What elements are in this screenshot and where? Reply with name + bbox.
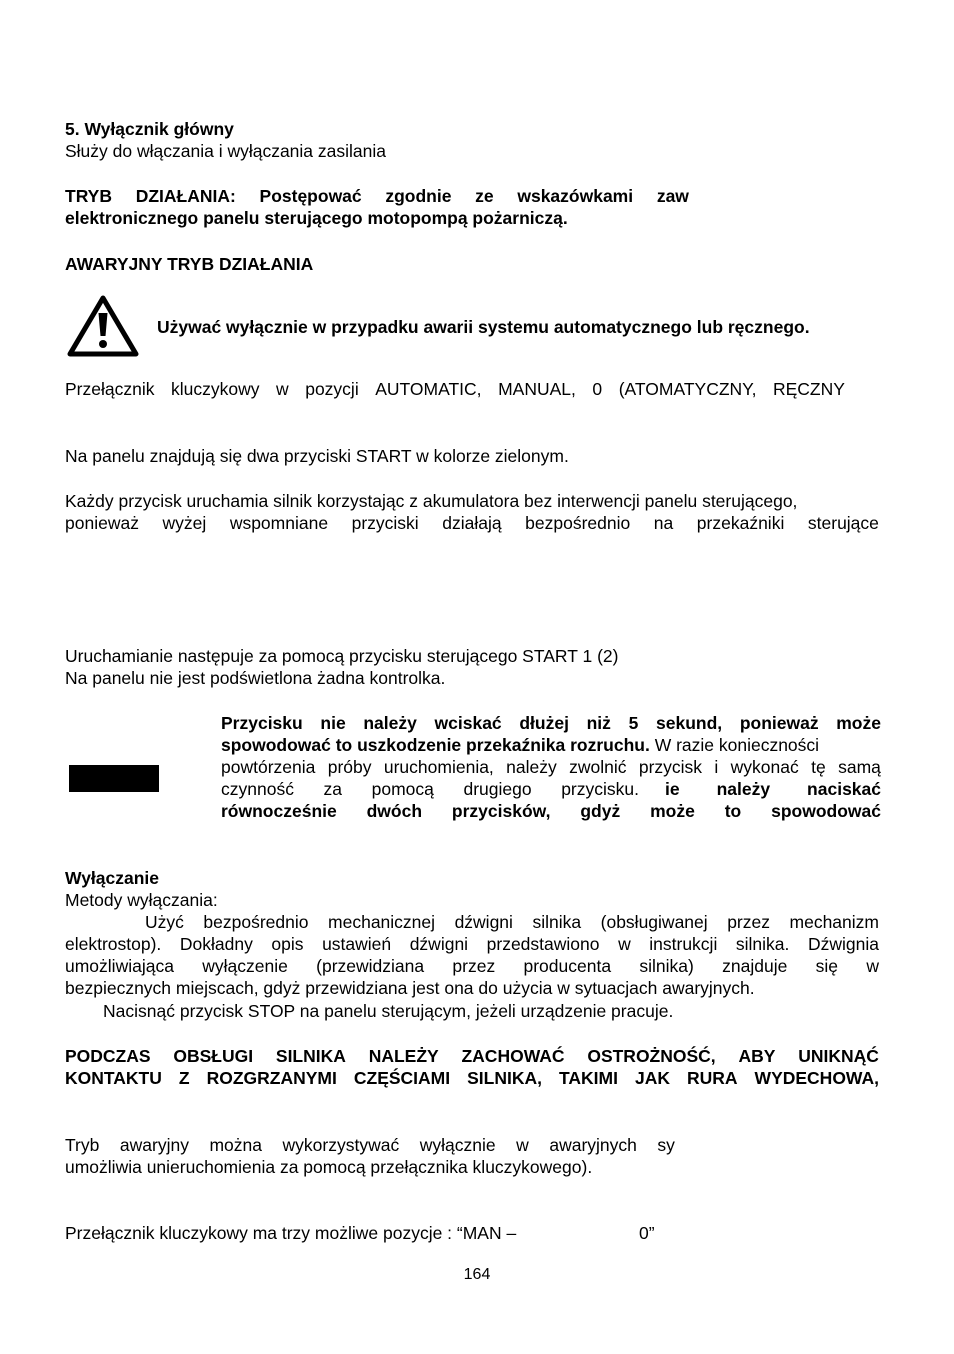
word: 5 (628, 713, 639, 733)
word: nie (320, 713, 346, 733)
word: silnika) (639, 956, 694, 976)
shutdown-heading: Wyłączanie (65, 868, 160, 888)
word: wyżej (162, 513, 207, 533)
word: Z (178, 1068, 190, 1088)
word: przycisku. (561, 779, 639, 799)
word: spowodować (771, 801, 881, 821)
word: Tryb (65, 1135, 100, 1155)
word: dwóch (366, 801, 423, 821)
word: wspomniane (229, 513, 329, 533)
word: należy (363, 713, 417, 733)
awaryjny-heading: AWARYJNY TRYB DZIAŁANIA (65, 254, 314, 274)
method1-line4: bezpiecznych miejscach, gdyż przewidziana jest ona do użycia w sytuacjach awaryjnych. (65, 978, 755, 998)
word: mechanicznej (328, 912, 436, 932)
caution-line4-bold (665, 778, 881, 800)
word: DZIAŁANIA: (135, 186, 236, 206)
caution-line5 (221, 800, 881, 822)
word: ie (665, 779, 680, 799)
word: OBSŁUGI (173, 1046, 254, 1066)
word: przedstawiono (486, 934, 600, 954)
each-button-line2 (65, 512, 879, 534)
word: na (653, 513, 674, 533)
word: sy (657, 1135, 675, 1155)
word: instrukcji (649, 934, 718, 954)
word: pomocą (371, 779, 434, 799)
word: czynność (221, 779, 294, 799)
word: przycisk (638, 757, 703, 777)
word: niż (586, 713, 611, 733)
word: kluczykowy (171, 379, 260, 399)
word: (przewidziana (316, 956, 425, 976)
word: PODCZAS (65, 1046, 151, 1066)
caution-line1 (221, 712, 881, 734)
word: Postępować (259, 186, 362, 206)
word: Dźwignia (807, 934, 879, 954)
word: pozycji (305, 379, 359, 399)
word: działają (442, 513, 502, 533)
caution-line2-normal: W razie konieczności (649, 735, 820, 755)
page-number: 164 (463, 1266, 491, 1283)
word: bezpośrednio (203, 912, 309, 932)
caution-line2 (221, 734, 881, 756)
key-switch-line (65, 378, 845, 400)
black-box-image (69, 765, 159, 792)
word: i (714, 757, 719, 777)
caution-line3 (221, 756, 881, 778)
word: (obsługiwanej (600, 912, 708, 932)
section5-heading: 5. Wyłącznik główny (65, 119, 234, 139)
word: należy (506, 757, 557, 777)
word: OSTROŻNOŚĆ, (587, 1046, 716, 1066)
word: TAKIMI (559, 1068, 618, 1088)
word: silnika (532, 912, 582, 932)
word: w (276, 379, 289, 399)
word: ponieważ (65, 513, 139, 533)
word: wyłącznie (419, 1135, 496, 1155)
word: może (836, 713, 881, 733)
word: NALEŻY (368, 1046, 439, 1066)
word: silnika. (735, 934, 790, 954)
warning-triangle-icon (67, 294, 139, 358)
key-positions-line: Przełącznik kluczykowy ma trzy możliwe pozycje : “MAN – (65, 1223, 517, 1243)
word: awaryjnych (549, 1135, 637, 1155)
word: dłużej (519, 713, 569, 733)
word: RĘCZNY (772, 379, 845, 399)
word: zaw (656, 186, 689, 206)
word: ABY (738, 1046, 776, 1066)
word: się (815, 956, 839, 976)
word: wyłączenie (202, 956, 288, 976)
word: przez (452, 956, 496, 976)
caps-warning-line2 (65, 1067, 879, 1089)
word: uruchomienia, (383, 757, 494, 777)
word: zgodnie (385, 186, 452, 206)
section5-desc: Służy do włączania i wyłączania zasilania (65, 141, 386, 161)
start-buttons-line: Na panelu znajdują się dwa przyciski START w kolorze zielonym. (65, 446, 569, 466)
word: wciskać (434, 713, 502, 733)
caution-line4-normal (221, 778, 639, 800)
word: ROZGRZANYMI (206, 1068, 337, 1088)
word: sekund, (656, 713, 723, 733)
word: AUTOMATIC, (375, 379, 482, 399)
word: to (724, 801, 742, 821)
word: przycisków, (451, 801, 551, 821)
word: SILNIKA, (467, 1068, 542, 1088)
caution-line2-bold: spowodować to uszkodzenie przekaźnika rozruchu. (221, 735, 650, 755)
word: sterujące (807, 513, 879, 533)
startup-line2: Na panelu nie jest podświetlona żadna kontrolka. (65, 668, 446, 688)
word: MANUAL, (498, 379, 576, 399)
tryb-line2: elektronicznego panelu sterującego motopompą pożarniczą. (65, 208, 568, 228)
word: przekaźniki (696, 513, 785, 533)
method1-line1 (145, 911, 879, 933)
word: awaryjny (119, 1135, 189, 1155)
word: wykonać (730, 757, 799, 777)
word: CZĘŚCIAMI (353, 1068, 451, 1088)
word: naciskać (807, 779, 881, 799)
each-button-line1: Każdy przycisk uruchamia silnik korzystając z akumulatora bez interwencji panelu sterującego, (65, 491, 798, 511)
word: próby (327, 757, 372, 777)
word: opis (271, 934, 304, 954)
shutdown-methods: Metody wyłączania: (65, 890, 218, 910)
word: KONTAKTU (65, 1068, 162, 1088)
tryb-line1 (65, 185, 689, 207)
word: w (866, 956, 879, 976)
word: Użyć (145, 912, 184, 932)
word: Dokładny (179, 934, 253, 954)
emergency-mode-line2: umożliwia unieruchomienia za pomocą przełącznika kluczykowego). (65, 1157, 593, 1177)
word: może (650, 801, 695, 821)
word: producenta (523, 956, 612, 976)
word: gdyż (580, 801, 621, 821)
word: w (516, 1135, 529, 1155)
word: ZACHOWAĆ (461, 1046, 565, 1066)
word: samą (838, 757, 881, 777)
word: za (323, 779, 343, 799)
word: przez (727, 912, 770, 932)
word: WYDECHOWA, (754, 1068, 879, 1088)
method1-line3 (65, 955, 879, 977)
word: bezpośrednio (525, 513, 631, 533)
word: wykorzystywać (282, 1135, 400, 1155)
method1-line2 (65, 933, 879, 955)
startup-line1: Uruchamianie następuje za pomocą przycisku sterującego START 1 (2) (65, 646, 619, 666)
word: umożliwiająca (65, 956, 174, 976)
word: 0 (592, 379, 603, 399)
warning-text: Używać wyłącznie w przypadku awarii systemu automatycznego lub ręcznego. (157, 317, 810, 337)
caps-warning-line1 (65, 1045, 879, 1067)
word: mechanizm (789, 912, 879, 932)
word: ponieważ (739, 713, 819, 733)
word: tę (811, 757, 826, 777)
word: powtórzenia (221, 757, 316, 777)
word: przyciski (351, 513, 419, 533)
word: należy (716, 779, 771, 799)
word: TRYB (65, 186, 112, 206)
emergency-mode-line1 (65, 1134, 675, 1156)
word: UNIKNĄĆ (798, 1046, 879, 1066)
word: Przełącznik (65, 379, 155, 399)
word: dźwigni (409, 934, 469, 954)
method2-line: Nacisnąć przycisk STOP na panelu sterującym, jeżeli urządzenie pracuje. (103, 1001, 674, 1021)
word: zwolnić (569, 757, 627, 777)
key-positions-tail: 0” (639, 1223, 655, 1243)
word: drugiego (463, 779, 532, 799)
caution-line4 (221, 778, 881, 800)
word: równocześnie (221, 801, 337, 821)
word: elektrostop). (65, 934, 162, 954)
word: RURA (686, 1068, 738, 1088)
word: Przycisku (221, 713, 303, 733)
word: znajduje (722, 956, 788, 976)
word: wskazówkami (517, 186, 634, 206)
word: JAK (634, 1068, 670, 1088)
word: (ATOMATYCZNY, (618, 379, 757, 399)
word: dźwigni (454, 912, 513, 932)
word: SILNIKA (275, 1046, 346, 1066)
word: można (209, 1135, 263, 1155)
word: ustawień (322, 934, 392, 954)
word: ze (475, 186, 494, 206)
word: w (618, 934, 631, 954)
